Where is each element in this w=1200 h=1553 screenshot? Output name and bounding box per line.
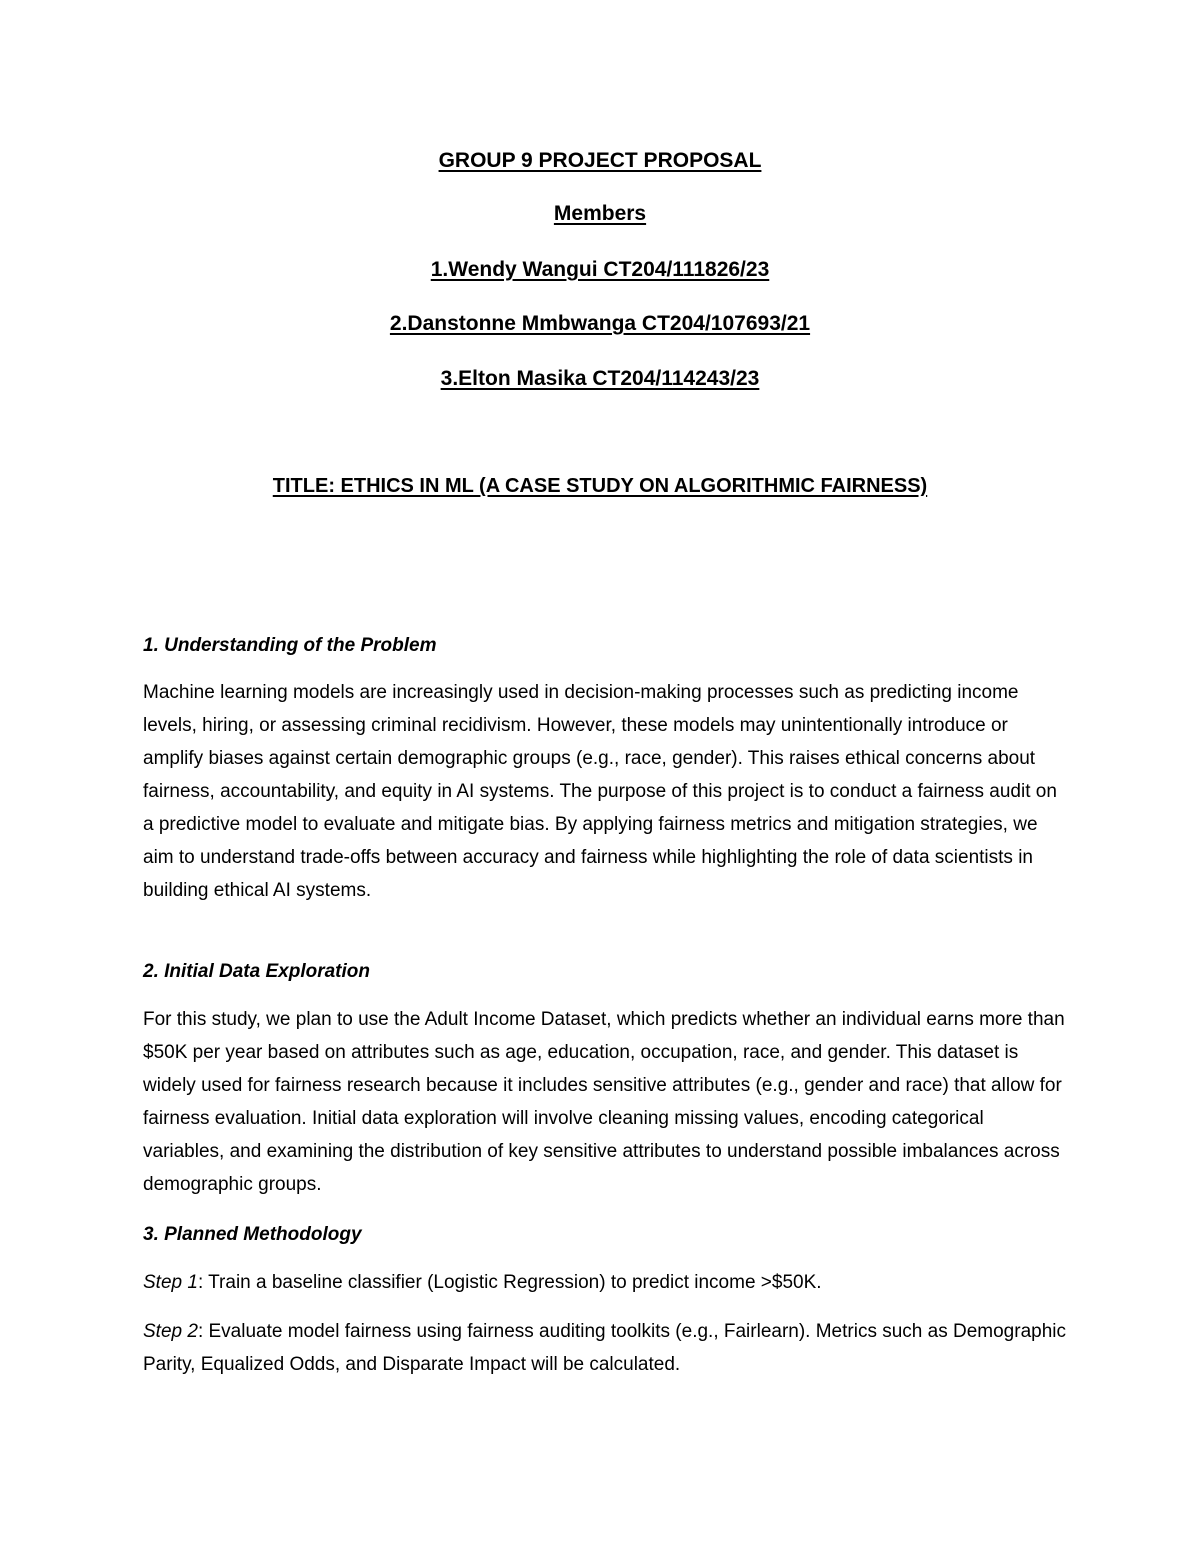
members-label: Members bbox=[553, 202, 647, 225]
section-heading-exploration: 2. Initial Data Exploration bbox=[143, 961, 370, 982]
section-body-problem: Machine learning models are increasingly used in decision-making processes such as predicting income levels, hiring, or assessing criminal recidivism. However, these models may unintentionally introduce or amplify biases against certain demographic groups (e.g., race, gender). This raises ethical concerns about fairness, accountability, and equity in AI systems. The purpose of this project is to conduct a fairness audit on a predictive model to evaluate and mitigate bias. By applying fairness metrics and mitigation strategies, we aim to understand trade-offs between accuracy and fairness while highlighting the role of data scientists in building ethical AI systems. bbox=[143, 682, 1057, 901]
member-1: 1.Wendy Wangui CT204/111826/23 bbox=[430, 258, 770, 281]
member-3: 3.Elton Masika CT204/114243/23 bbox=[440, 367, 760, 390]
methodology-step-2 bbox=[143, 1315, 1068, 1381]
member-2: 2.Danstonne Mmbwanga CT204/107693/21 bbox=[389, 312, 811, 335]
project-title: TITLE: ETHICS IN ML (A CASE STUDY ON ALGORITHMIC FAIRNESS) bbox=[272, 475, 928, 497]
step-1-text: : Train a baseline classifier (Logistic Regression) to predict income >$50K. bbox=[197, 1272, 822, 1293]
document-title: GROUP 9 PROJECT PROPOSAL bbox=[438, 149, 762, 172]
section-heading-problem: 1. Understanding of the Problem bbox=[143, 635, 437, 656]
step-2-text: : Evaluate model fairness using fairness auditing toolkits (e.g., Fairlearn). Metrics such as Demographic Parity, Equalized Odds, and Disparate Impact will be calculated. bbox=[143, 1321, 1066, 1375]
section-heading-methodology: 3. Planned Methodology bbox=[143, 1224, 362, 1245]
methodology-step-1 bbox=[143, 1266, 1068, 1299]
section-body-exploration: For this study, we plan to use the Adult Income Dataset, which predicts whether an individual earns more than $50K per year based on attributes such as age, education, occupation, race, and gender. This dataset is widely used for fairness research because it includes sensitive attributes (e.g., gender and race) that allow for fairness evaluation. Initial data exploration will involve cleaning missing values, encoding categorical variables, and examining the distribution of key sensitive attributes to understand possible imbalances across demographic groups. bbox=[143, 1009, 1065, 1195]
step-2-label: Step 2 bbox=[143, 1321, 198, 1342]
step-1-label: Step 1 bbox=[143, 1272, 198, 1293]
